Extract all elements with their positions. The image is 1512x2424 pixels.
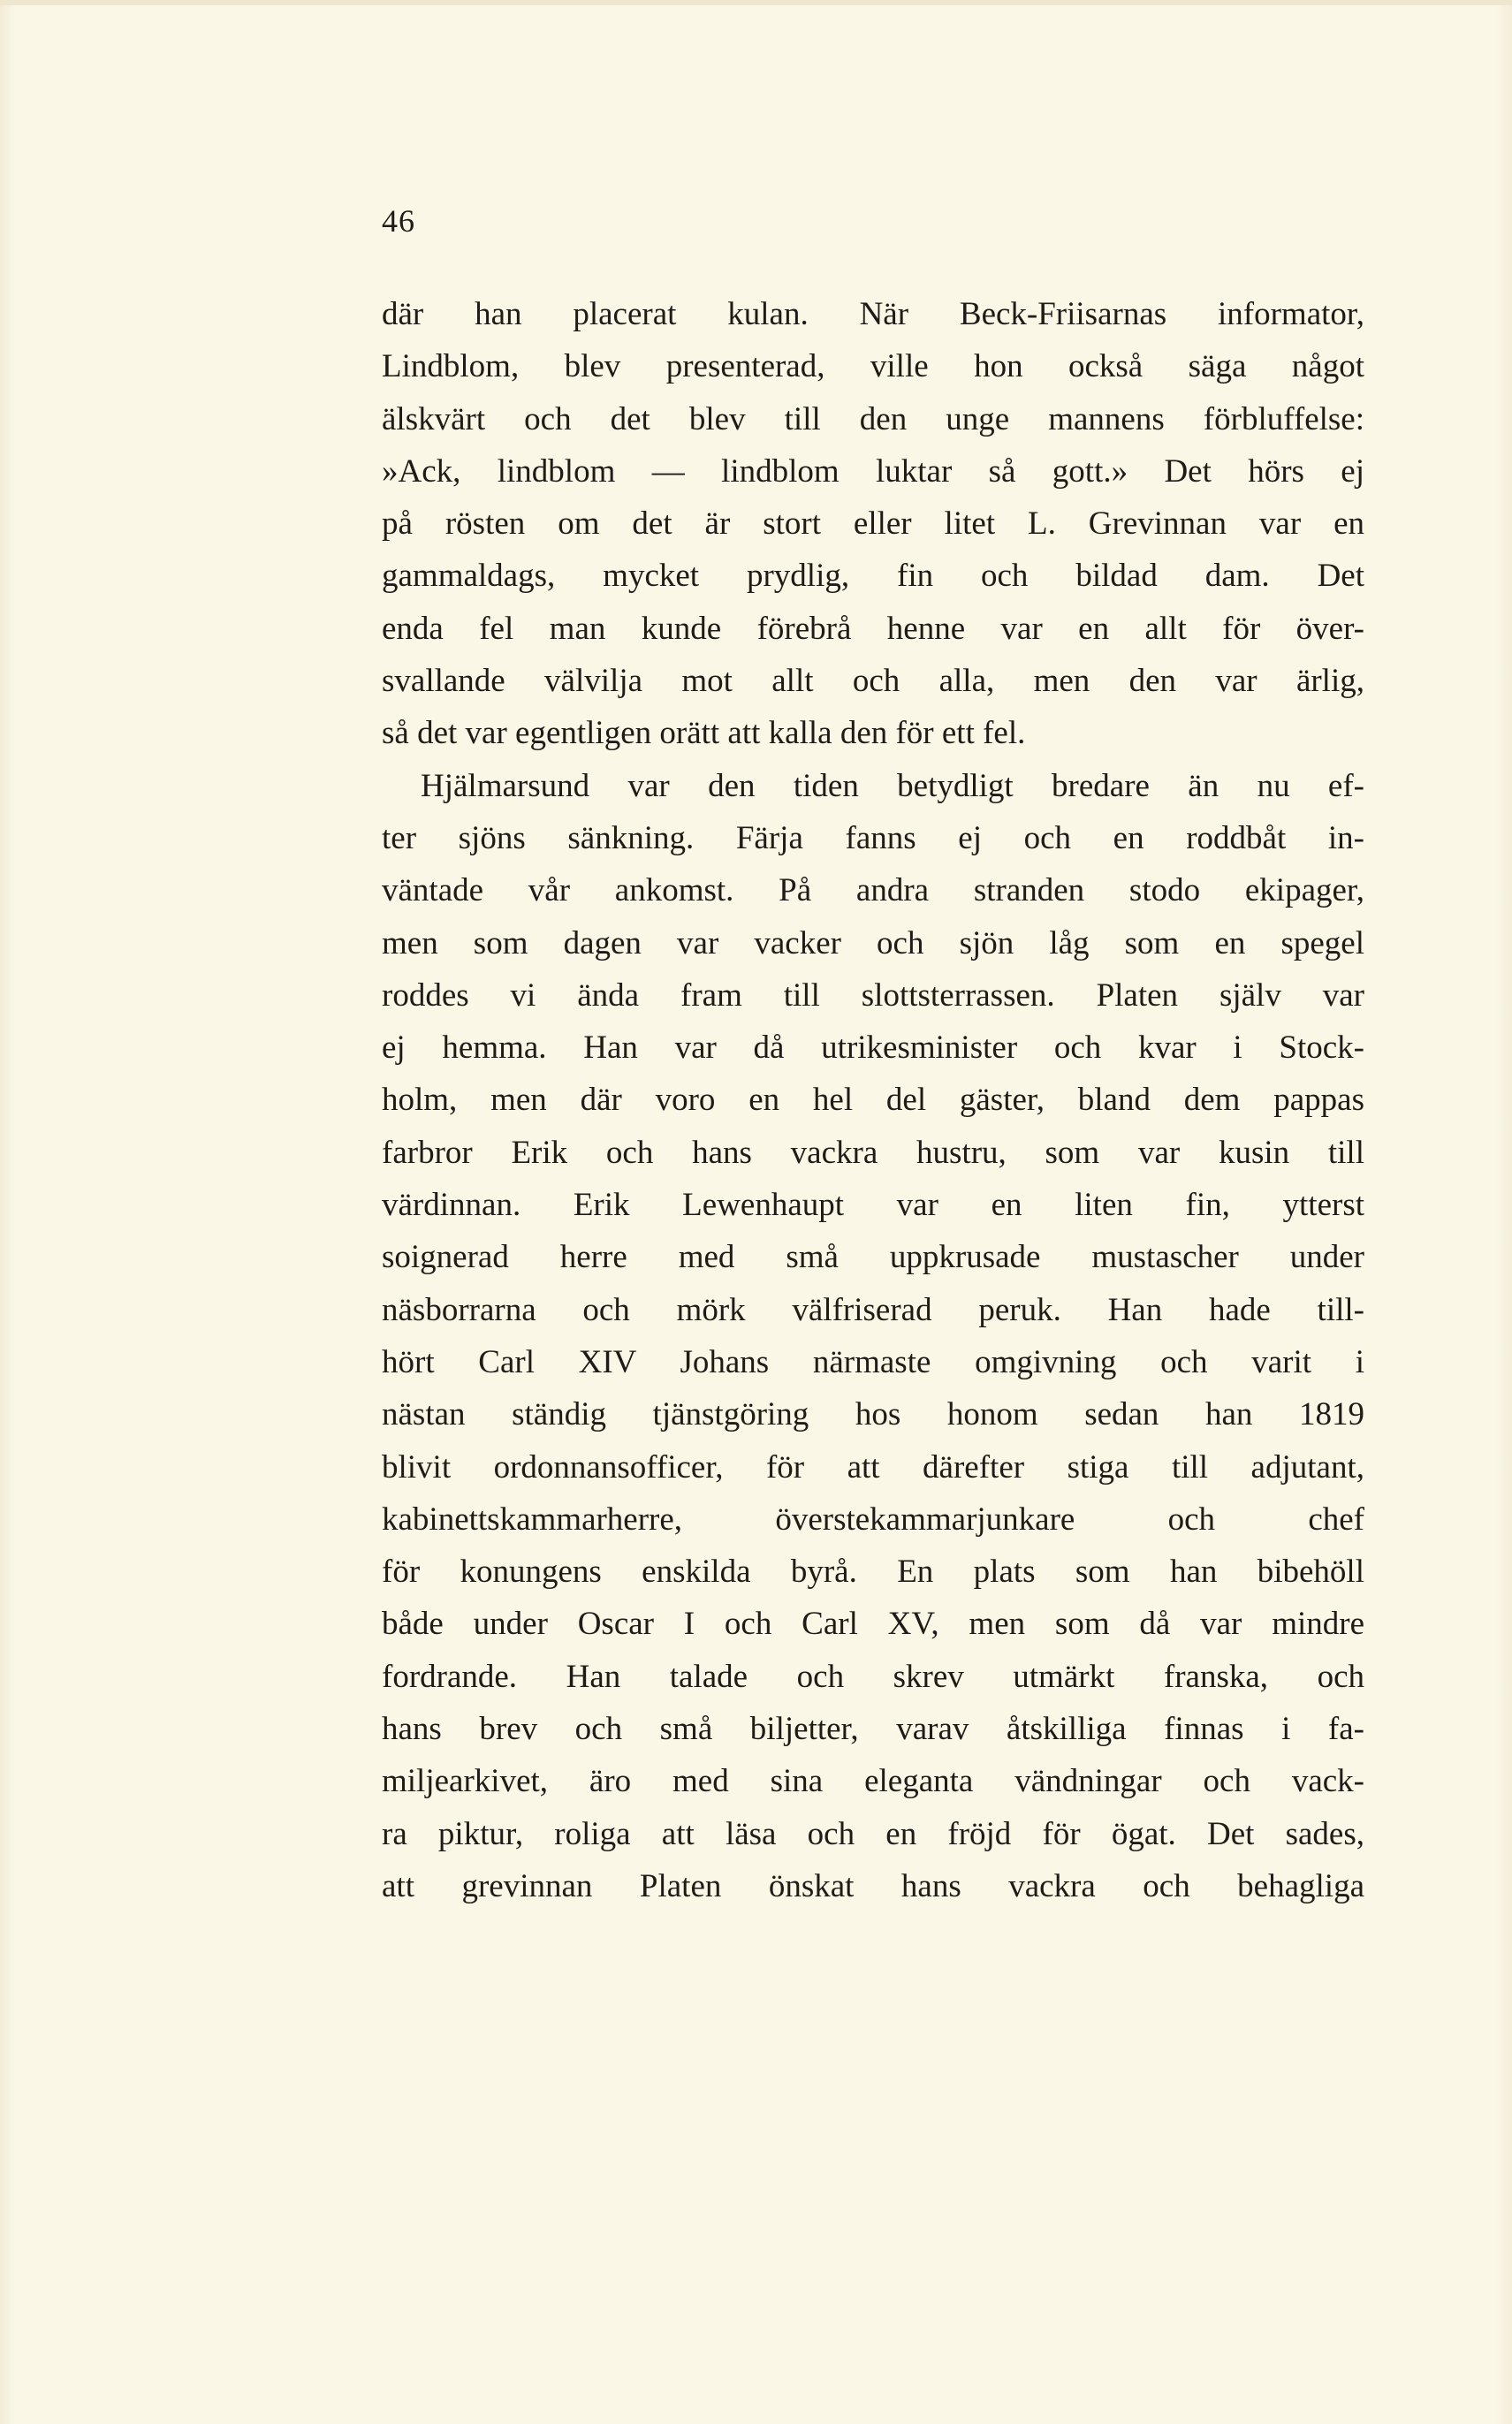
text-line: där han placerat kulan. När Beck-Friisarnas informator, (382, 296, 1364, 332)
page-number: 46 (382, 203, 415, 239)
text-line: soignerad herre med små uppkrusade mustascher under (382, 1239, 1364, 1276)
text-line: värdinnan. Erik Lewenhaupt var en liten fin, ytterst (382, 1187, 1364, 1224)
text-line: blivit ordonnansofficer, för att därefter stiga till adjutant, (382, 1448, 1364, 1486)
text-line: både under Oscar I och Carl XV, men som då var mindre (382, 1606, 1364, 1643)
text-line: för konungens enskilda byrå. En plats som han bibehöll (382, 1554, 1364, 1591)
text-line: »Ack, lindblom — lindblom luktar så gott.» Det hörs ej (382, 452, 1364, 490)
text-line: svallande välvilja mot allt och alla, men den var ärlig, (382, 663, 1364, 700)
text-line: fordrande. Han talade och skrev utmärkt franska, och (382, 1658, 1364, 1695)
text-line: så det var egentligen orätt att kalla den för ett fel. (382, 715, 1026, 752)
text-line: på rösten om det är stort eller litet L. Grevinnan var en (382, 505, 1364, 543)
text-line: att grevinnan Platen önskat hans vackra och behagliga (382, 1867, 1364, 1904)
text-line: hört Carl XIV Johans närmaste omgivning och varit i (382, 1343, 1364, 1380)
text-line: farbror Erik och hans vackra hustru, som var kusin till (382, 1134, 1364, 1171)
text-line: kabinettskammarherre, överstekammarjunkare och chef (382, 1501, 1364, 1538)
text-line: ter sjöns sänkning. Färja fanns ej och en roddbåt in- (382, 819, 1364, 856)
text-line: Lindblom, blev presenterad, ville hon också säga något (382, 348, 1364, 385)
text-line: ej hemma. Han var då utrikesminister och kvar i Stock- (382, 1030, 1364, 1067)
paragraph-start-line: Hjälmarsund var den tiden betydligt bredare än nu ef- (421, 767, 1364, 804)
text-line: gammaldags, mycket prydlig, fin och bildad dam. Det (382, 558, 1364, 595)
text-line: miljearkivet, äro med sina eleganta vändningar och vack- (382, 1763, 1364, 1800)
text-line: enda fel man kunde förebrå henne var en allt för över- (382, 610, 1364, 647)
text-line: men som dagen var vacker och sjön låg som en spegel (382, 924, 1364, 961)
text-line: ra piktur, roliga att läsa och en fröjd för ögat. Det sades, (382, 1815, 1364, 1852)
text-line: roddes vi ända fram till slottsterrassen. Platen själv var (382, 976, 1364, 1014)
text-line: hans brev och små biljetter, varav åtskilliga finnas i fa- (382, 1711, 1364, 1748)
page-top-edge (0, 0, 1512, 5)
body-text (382, 288, 1364, 1912)
text-line: väntade vår ankomst. På andra stranden stodo ekipager, (382, 872, 1364, 909)
text-line: näsborrarna och mörk välfriserad peruk. Han hade till- (382, 1291, 1364, 1328)
text-line: nästan ständig tjänstgöring hos honom sedan han 1819 (382, 1396, 1364, 1433)
text-line: älskvärt och det blev till den unge mannens förbluffelse: (382, 400, 1364, 437)
text-line: holm, men där voro en hel del gäster, bland dem pappas (382, 1082, 1364, 1119)
